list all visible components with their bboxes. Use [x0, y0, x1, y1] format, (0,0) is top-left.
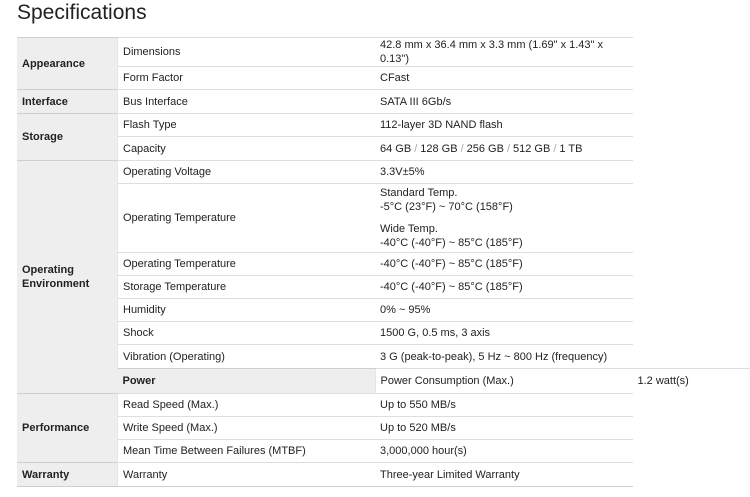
spec-value: 1500 G, 0.5 ms, 3 axis	[375, 322, 633, 345]
spec-row-write-speed	[17, 417, 750, 440]
spec-label: Shock	[118, 322, 376, 345]
spec-row-capacity	[17, 137, 750, 161]
spec-label: Form Factor	[118, 67, 376, 90]
spec-row-operating-temperature	[17, 184, 750, 253]
spec-label: Operating Temperature	[118, 184, 376, 253]
spec-row-warranty	[17, 463, 750, 487]
group-operating-environment	[17, 161, 118, 394]
spec-value: 0% ~ 95%	[375, 299, 633, 322]
capacity-option: 512 GB	[513, 142, 551, 155]
capacity-separator: /	[553, 142, 557, 155]
spec-label: Power Consumption (Max.)	[375, 369, 633, 394]
spec-label: Warranty	[118, 463, 376, 487]
temperature-ranges	[375, 184, 633, 253]
spec-label: Operating Voltage	[118, 161, 376, 184]
wide-temp	[380, 222, 628, 250]
spec-row-humidity	[17, 299, 750, 322]
wide-temp-value: -40°C (-40°F) ~ 85°C (185°F)	[380, 237, 523, 249]
spec-value: 3,000,000 hour(s)	[375, 440, 633, 463]
spec-value: 42.8 mm x 36.4 mm x 3.3 mm (1.69" x 1.43" x 0.13")	[375, 38, 633, 67]
group-interface: Interface	[17, 90, 118, 114]
group-power: Power	[118, 369, 376, 394]
spec-value: 3 G (peak-to-peak), 5 Hz ~ 800 Hz (frequency)	[375, 345, 633, 369]
specifications-table	[17, 37, 750, 487]
spec-value: 3.3V±5%	[375, 161, 633, 184]
spec-row-shock	[17, 322, 750, 345]
group-label-line: Environment	[22, 278, 90, 290]
group-performance: Performance	[17, 394, 118, 463]
spec-row-operating-voltage	[17, 161, 750, 184]
capacity-separator: /	[506, 142, 510, 155]
capacity-option: 1 TB	[559, 142, 583, 155]
spec-row-bus-interface	[17, 90, 750, 114]
spec-label: Vibration (Operating)	[118, 345, 376, 369]
spec-row-form-factor	[17, 67, 750, 90]
spec-label: Humidity	[118, 299, 376, 322]
spec-row-vibration	[17, 345, 750, 369]
spec-value: Up to 520 MB/s	[375, 417, 633, 440]
capacity-option: 256 GB	[466, 142, 504, 155]
spec-value: Three-year Limited Warranty	[375, 463, 633, 487]
spec-value: -40°C (-40°F) ~ 85°C (185°F)	[375, 276, 633, 299]
spec-label: Dimensions	[118, 38, 376, 67]
spec-label: Capacity	[118, 137, 376, 161]
group-storage: Storage	[17, 114, 118, 161]
standard-temp	[380, 186, 628, 214]
spec-label: Read Speed (Max.)	[118, 394, 376, 417]
spec-value: CFast	[375, 67, 633, 90]
spec-row-operating-temperature-2	[17, 253, 750, 276]
spec-label: Write Speed (Max.)	[118, 417, 376, 440]
capacity-separator: /	[414, 142, 418, 155]
spec-row-storage-temperature	[17, 276, 750, 299]
capacity-options	[375, 137, 633, 161]
group-label-line: Operating	[22, 264, 74, 276]
spec-value: SATA III 6Gb/s	[375, 90, 633, 114]
capacity-option: 64 GB	[380, 142, 412, 155]
spec-label: Mean Time Between Failures (MTBF)	[118, 440, 376, 463]
page-title: Specifications	[17, 1, 147, 24]
capacity-option: 128 GB	[420, 142, 458, 155]
group-warranty: Warranty	[17, 463, 118, 487]
standard-temp-value: -5°C (23°F) ~ 70°C (158°F)	[380, 201, 513, 213]
spec-row-flash-type	[17, 114, 750, 137]
wide-temp-title: Wide Temp.	[380, 223, 438, 235]
spec-label: Bus Interface	[118, 90, 376, 114]
spec-row-mtbf	[17, 440, 750, 463]
capacity-separator: /	[460, 142, 464, 155]
spec-value: Up to 550 MB/s	[375, 394, 633, 417]
spec-label: Operating Temperature	[118, 253, 376, 276]
spec-row-dimensions	[17, 38, 750, 67]
spec-label: Storage Temperature	[118, 276, 376, 299]
spec-value: -40°C (-40°F) ~ 85°C (185°F)	[375, 253, 633, 276]
spec-row-read-speed	[17, 394, 750, 417]
spec-value: 1.2 watt(s)	[633, 369, 750, 394]
group-appearance: Appearance	[17, 38, 118, 90]
spec-row-power-consumption	[17, 369, 750, 394]
spec-label: Flash Type	[118, 114, 376, 137]
standard-temp-title: Standard Temp.	[380, 187, 458, 199]
spec-value: 112-layer 3D NAND flash	[375, 114, 633, 137]
